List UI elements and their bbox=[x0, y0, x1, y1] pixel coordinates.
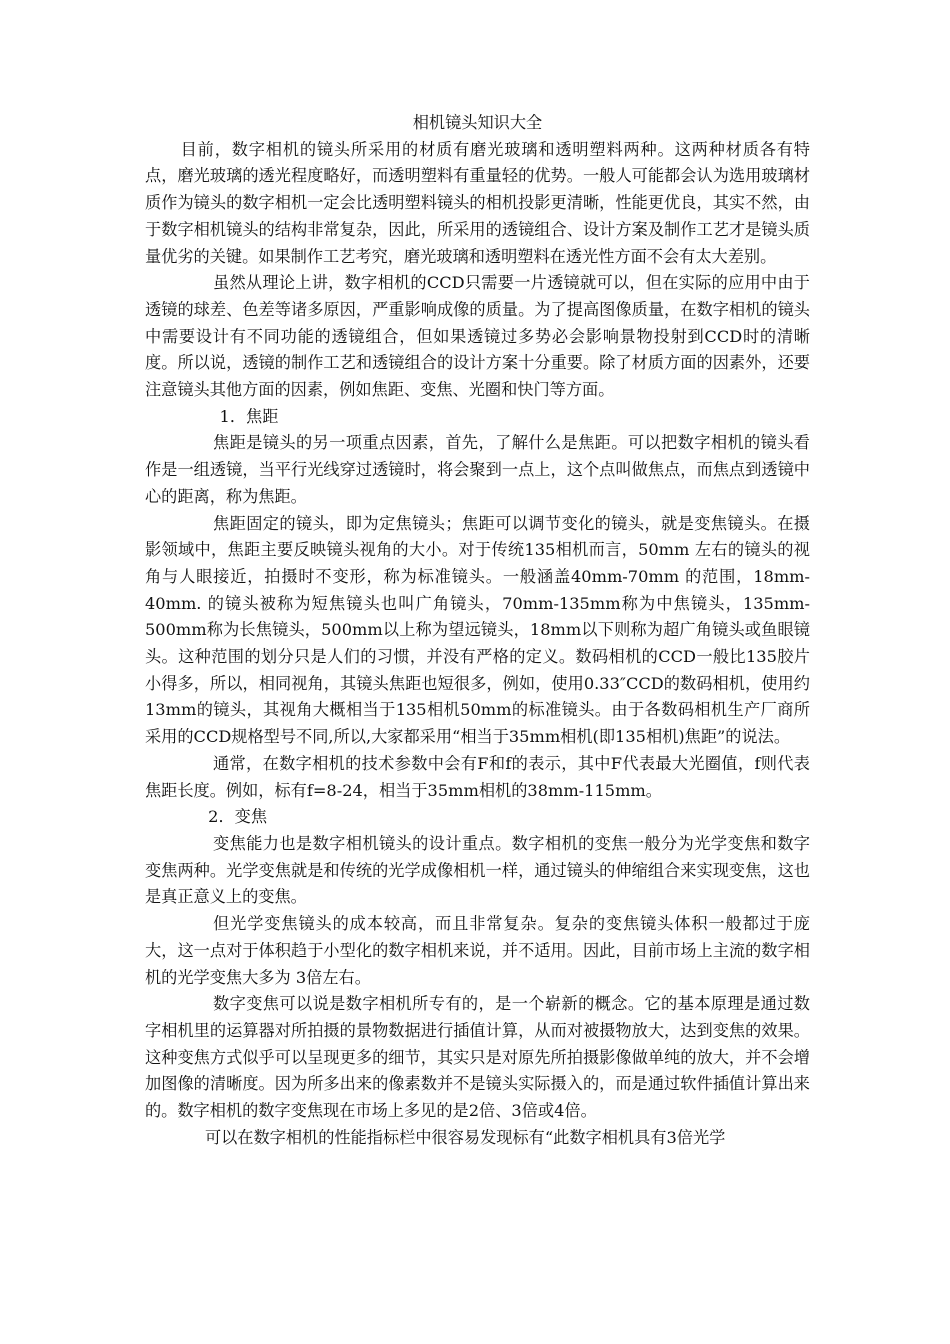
paragraph-digital-zoom: 数字变焦可以说是数字相机所专有的，是一个崭新的概念。它的基本原理是通过数字相机里的运算器对所拍摄的景物数据进行插值计算，从而对被摄物放大，达到变焦的效果。这种变焦方式似乎可以呈现更多的细节，其实只是对原先所拍摄影像做单纯的放大，并不会增加图像的清晰度。因为所多出来的像素数并不是镜头实际摄入的，而是通过软件插值计算出来的。数字相机的数字变焦现在市场上多见的是2倍、3倍或4倍。 bbox=[145, 994, 810, 1121]
paragraph-spec-sheet: 可以在数字相机的性能指标栏中很容易发现标有“此数字相机具有3倍光学 bbox=[204, 1127, 726, 1147]
paragraph-optical-zoom-cost: 但光学变焦镜头的成本较高，而且非常复杂。复杂的变焦镜头体积一般都过于庞大，这一点对于体积趋于小型化的数字相机来说，并不适用。因此，目前市场上主流的数字相机的光学变焦大多为 3倍左右。 bbox=[145, 914, 810, 987]
document-page bbox=[145, 110, 810, 1151]
paragraph-lens-combination: 虽然从理论上讲，数字相机的CCD只需要一片透镜就可以，但在实际的应用中由于透镜的球差、色差等诸多原因，严重影响成像的质量。为了提高图像质量，在数字相机的镜头中需要设计有不同功能的透镜组合，但如果透镜过多势必会影响景物投射到CCD时的清晰度。所以说，透镜的制作工艺和透镜组合的设计方案十分重要。除了材质方面的因素外，还要注意镜头其他方面的因素，例如焦距、变焦、光圈和快门等方面。 bbox=[145, 273, 810, 400]
document-title: 相机镜头知识大全 bbox=[412, 113, 543, 132]
paragraph-materials: 目前，数字相机的镜头所采用的材质有磨光玻璃和透明塑料两种。这两种材质各有特点，磨光玻璃的透光程度略好，而透明塑料有重量轻的优势。一般人可能都会认为选用玻璃材质作为镜头的数字相机一定会比透明塑料镜头的相机投影更清晰，性能更优良，其实不然，由于数字相机镜头的结构非常复杂，因此，所采用的透镜组合、设计方案及制作工艺才是镜头质量优劣的关键。如果制作工艺考究，磨光玻璃和透明塑料在透光性方面不会有太大差别。 bbox=[145, 139, 810, 266]
paragraph-f-values: 通常，在数字相机的技术参数中会有F和f的表示，其中F代表最大光圈值，f则代表焦距长度。例如，标有f=8-24，相当于35mm相机的38mm-115mm。 bbox=[145, 753, 810, 800]
paragraph-focal-definition: 焦距是镜头的另一项重点因素，首先，了解什么是焦距。可以把数字相机的镜头看作是一组透镜，当平行光线穿过透镜时，将会聚到一点上，这个点叫做焦点，而焦点到透镜中心的距离，称为焦距。 bbox=[145, 433, 810, 506]
paragraph-fixed-zoom-lens: 焦距固定的镜头，即为定焦镜头；焦距可以调节变化的镜头，就是变焦镜头。在摄影领域中，焦距主要反映镜头视角的大小。对于传统135相机而言，50mm 左右的镜头的视角与人眼接近，拍摄时不变形，称为标准镜头。一般涵盖40mm-70mm 的范围，18mm-40mm. 的镜头被称为短焦镜头也叫广角镜头，70mm-135mm称为中焦镜头，135mm-500mm称为长焦镜头，500mm以上称为望远镜头，18mm以下则称为超广角镜头或鱼眼镜头。这种范围的划分只是人们的习惯，并没有严格的定义。数码相机的CCD一般比135胶片小得多，所以，相同视角，其镜头焦距也短很多，例如，使用0.33″CCD的数码相机，使用约13mm的镜头，其视角大概相当于135相机50mm的标准镜头。由于各数码相机生产厂商所采用的CCD规格型号不同,所以,大家都采用“相当于35mm相机(即135相机)焦距”的说法。 bbox=[145, 513, 810, 747]
paragraph-zoom-types: 变焦能力也是数字相机镜头的设计重点。数字相机的变焦一般分为光学变焦和数字变焦两种。光学变焦就是和传统的光学成像相机一样，通过镜头的伸缩组合来实现变焦，这也是真正意义上的变焦。 bbox=[145, 833, 810, 907]
section-heading-zoom: 2．变焦 bbox=[208, 807, 268, 827]
section-heading-focal-length: 1．焦距 bbox=[219, 406, 279, 426]
